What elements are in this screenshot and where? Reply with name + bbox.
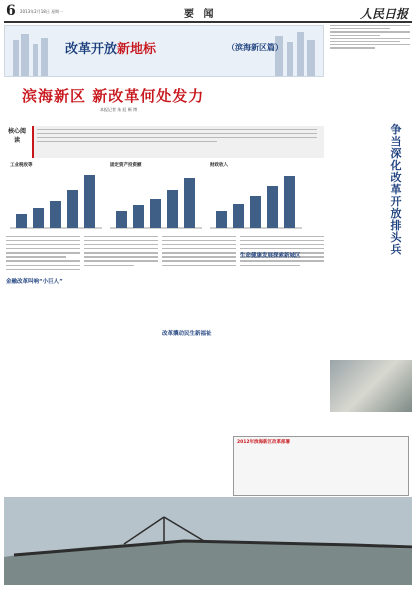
bar-chart xyxy=(106,170,206,232)
bar-chart xyxy=(6,170,106,232)
summary-box xyxy=(32,126,324,158)
section-title: 要 闻 xyxy=(184,9,217,20)
subhead-sme: 生命健康发展探索新城区 xyxy=(240,253,301,259)
bar xyxy=(167,190,178,228)
bar xyxy=(67,190,78,228)
newspaper-logo: 人民日报 xyxy=(359,7,408,21)
banner-title: 改革开放新地标 xyxy=(65,42,157,57)
notes-title: 2012年滨海新区改革部署 xyxy=(237,440,291,445)
chart-title: 固定资产投资额 xyxy=(110,163,142,168)
chart-3 xyxy=(206,162,306,232)
bar xyxy=(116,211,127,228)
chart-title: 财政收入 xyxy=(210,163,228,168)
bar xyxy=(150,199,161,228)
banner xyxy=(4,25,324,77)
bar xyxy=(133,205,144,228)
chart-1 xyxy=(6,162,106,232)
bar xyxy=(16,214,27,228)
subhead-reform: 改革攘动民生新福祉 xyxy=(162,331,212,337)
bar xyxy=(267,186,278,228)
body-column xyxy=(162,236,236,366)
body-column xyxy=(6,236,80,366)
page-number: 6 xyxy=(6,3,16,19)
banner-subtitle: （滨海新区篇） xyxy=(227,43,283,52)
right-summary-list xyxy=(330,25,412,111)
subhead-financial: 金融改革叫响“小巨人” xyxy=(6,279,63,285)
notes-box xyxy=(233,436,409,496)
bar xyxy=(284,176,295,228)
bridge-graphic xyxy=(4,497,412,585)
news-photo xyxy=(330,360,412,412)
issue-date: 2013年2月18日 星期一 xyxy=(20,9,64,14)
main-headline: 滨海新区 新改革何处发力 xyxy=(22,87,205,105)
byline: 本报记者 朱 虹 靳 博 xyxy=(100,107,138,112)
bar xyxy=(84,175,95,228)
bar xyxy=(250,196,261,228)
body-column xyxy=(84,236,158,366)
chart-title: 工业税收等 xyxy=(10,163,33,168)
bar xyxy=(233,204,244,228)
page-header xyxy=(4,3,412,23)
summary-label: 核心阅读 xyxy=(7,128,26,144)
chart-2 xyxy=(106,162,206,232)
bar-chart xyxy=(206,170,306,232)
bar xyxy=(50,201,61,228)
bridge-photo xyxy=(4,497,412,585)
bar xyxy=(216,211,227,228)
vertical-commentary-title: 争当深化改革开放排头兵 xyxy=(390,123,402,256)
bar xyxy=(33,208,44,228)
bar xyxy=(184,178,195,228)
